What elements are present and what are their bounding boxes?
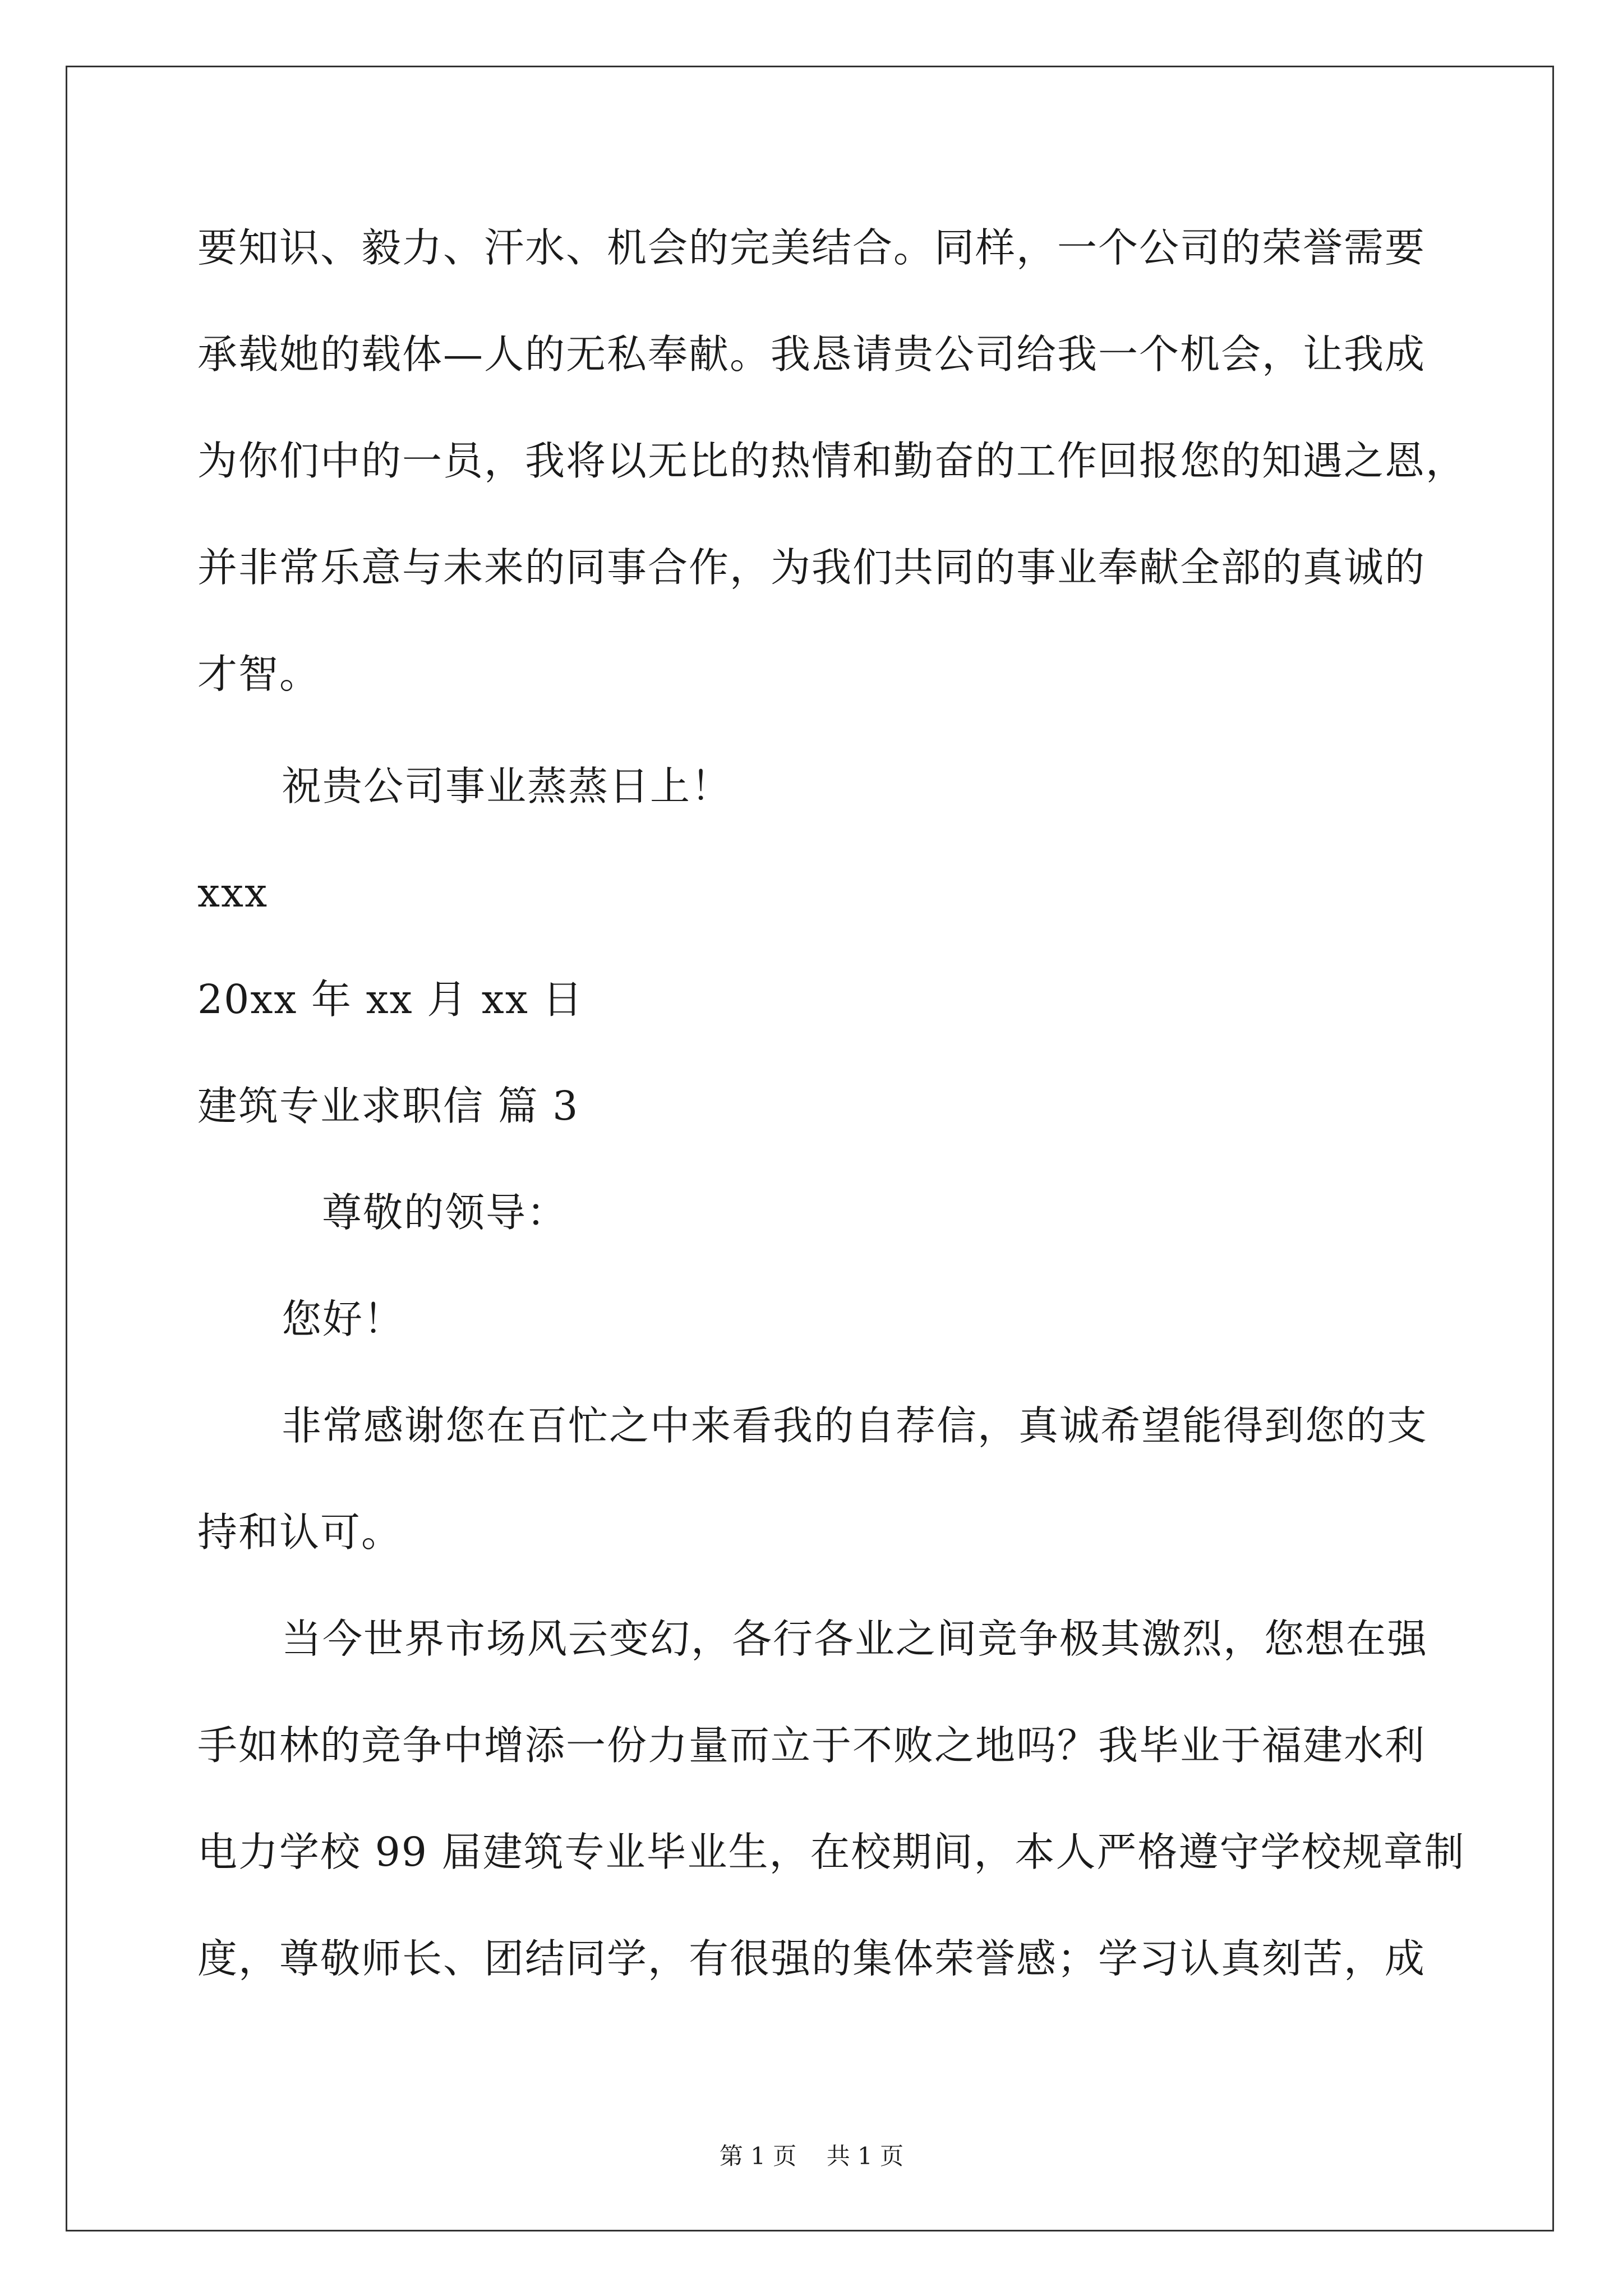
body-line: 承载她的载体—人的无私奉献。我恳请贵公司给我一个机会，让我成 [197,331,1426,378]
greeting: 您好！ [282,1296,405,1342]
body-line: 非常感谢您在百忙之中来看我的自荐信，真诚希望能得到您的支 [282,1402,1428,1449]
body-line: 手如林的竞争中增添一份力量而立于不败之地吗？我毕业于福建水利 [197,1722,1426,1769]
body-line: 要知识、毅力、汗水、机会的完美结合。同样，一个公司的荣誉需要 [197,224,1426,271]
signature-name: xxx [197,869,269,916]
body-line: 并非常乐意与未来的同事合作，为我们共同的事业奉献全部的真诚的 [197,544,1426,591]
salutation: 尊敬的领导： [322,1189,568,1236]
body-line: 持和认可。 [197,1509,403,1556]
body-line: 为你们中的一员，我将以无比的热情和勤奋的工作回报您的知遇之恩， [197,438,1467,484]
body-line: 当今世界市场风云变幻，各行各业之间竞争极其激烈，您想在强 [282,1616,1428,1662]
closing-wish: 祝贵公司事业蒸蒸日上！ [282,763,732,809]
section-title: 建筑专业求职信 篇 3 [197,1083,579,1129]
page-footer: 第 1 页 共 1 页 [719,2142,904,2170]
body-line: 才智。 [197,651,321,697]
page-border [66,66,1554,2231]
body-line: 电力学校 99 届建筑专业毕业生，在校期间，本人严格遵守学校规章制 [197,1829,1465,1875]
body-line: 度，尊敬师长、团结同学，有很强的集体荣誉感；学习认真刻苦，成 [197,1935,1426,1982]
signature-date: 20xx 年 xx 月 xx 日 [197,976,584,1023]
